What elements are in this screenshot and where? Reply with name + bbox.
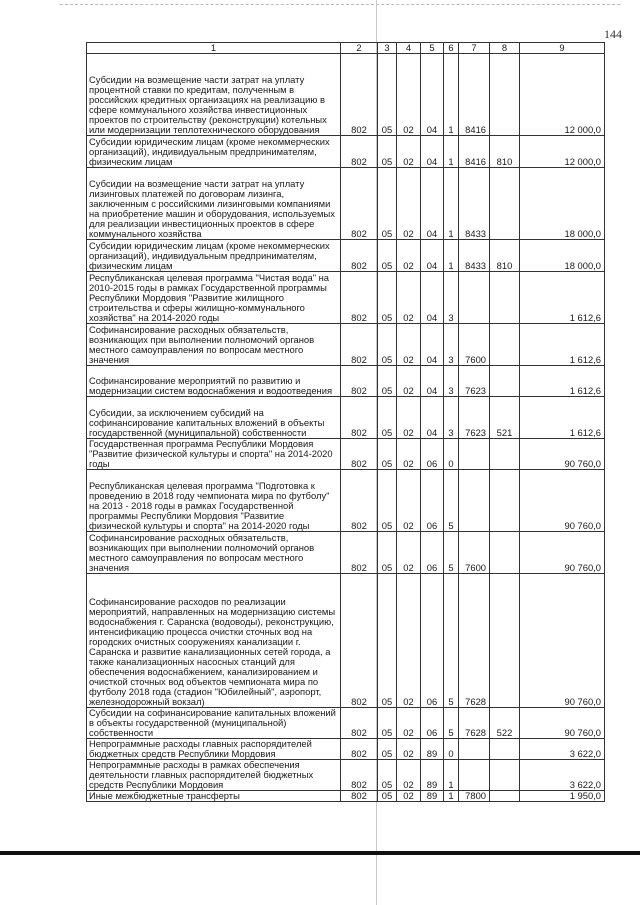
row-c4-cell: 02	[397, 791, 421, 802]
row-c8-cell	[490, 760, 520, 791]
table-row	[87, 574, 605, 708]
table-row	[87, 708, 605, 739]
row-c6-cell: 1	[444, 760, 459, 791]
row-c8-cell	[490, 470, 520, 532]
row-c6-cell: 5	[444, 574, 459, 708]
row-name-cell: Софинансирование мероприятий по развитию и модернизации систем водоснабжения и водоотведения	[87, 366, 341, 397]
row-c8-cell	[490, 439, 520, 470]
row-c3-cell: 05	[378, 708, 397, 739]
row-c9-cell: 90 760,0	[520, 532, 605, 574]
row-name-cell: Непрограммные расходы в рамках обеспечения деятельности главных распорядителей бюджетных средств Республики Мордовия	[87, 760, 341, 791]
row-name-cell: Субсидии юридическим лицам (кроме некоммерческих организаций), индивидуальным предпринимателям, физическим лицам	[87, 136, 341, 168]
row-c5-cell: 06	[421, 439, 444, 470]
row-c9-cell: 90 760,0	[520, 574, 605, 708]
row-c7-cell: 7628	[459, 708, 490, 739]
row-c5-cell: 89	[421, 739, 444, 760]
row-c6-cell: 1	[444, 791, 459, 802]
row-c8-cell	[490, 168, 520, 240]
header-cell: 2	[341, 43, 378, 54]
row-c6-cell: 5	[444, 470, 459, 532]
row-c3-cell: 05	[378, 240, 397, 272]
row-c4-cell: 02	[397, 240, 421, 272]
row-c3-cell: 05	[378, 791, 397, 802]
row-name-cell: Субсидии, за исключением субсидий на софинансирование капитальных вложений в объекты государственной (муниципальной) собственности	[87, 397, 341, 439]
row-c4-cell: 02	[397, 532, 421, 574]
row-c5-cell: 06	[421, 574, 444, 708]
row-c3-cell: 05	[378, 136, 397, 168]
page-number: 144	[604, 27, 622, 41]
row-c2-cell: 802	[341, 397, 378, 439]
row-c2-cell: 802	[341, 574, 378, 708]
row-c6-cell: 3	[444, 397, 459, 439]
row-c5-cell: 04	[421, 324, 444, 366]
row-c9-cell: 90 760,0	[520, 439, 605, 470]
row-c6-cell: 0	[444, 439, 459, 470]
row-c4-cell: 02	[397, 272, 421, 324]
row-c9-cell: 1 612,6	[520, 366, 605, 397]
row-c7-cell: 7800	[459, 791, 490, 802]
header-cell: 1	[87, 43, 341, 54]
row-c7-cell: 7600	[459, 532, 490, 574]
row-c2-cell: 802	[341, 324, 378, 366]
scan-bottom-bar	[0, 851, 640, 855]
row-name-cell: Софинансирование расходных обязательств, возникающих при выполнении полномочий органов местного самоуправления по вопросам местного значения	[87, 532, 341, 574]
row-c2-cell: 802	[341, 54, 378, 136]
row-c4-cell: 02	[397, 366, 421, 397]
budget-table	[86, 42, 605, 802]
row-c2-cell: 802	[341, 272, 378, 324]
row-c4-cell: 02	[397, 760, 421, 791]
row-c6-cell: 1	[444, 136, 459, 168]
row-c7-cell	[459, 739, 490, 760]
row-c9-cell: 1 612,6	[520, 272, 605, 324]
row-c2-cell: 802	[341, 532, 378, 574]
row-c8-cell	[490, 791, 520, 802]
row-c5-cell: 89	[421, 791, 444, 802]
table-row	[87, 439, 605, 470]
row-c7-cell: 8433	[459, 240, 490, 272]
row-c8-cell	[490, 272, 520, 324]
row-name-cell: Иные межбюджетные трансферты	[87, 791, 341, 802]
row-c4-cell: 02	[397, 54, 421, 136]
header-cell: 9	[520, 43, 605, 54]
row-c5-cell: 04	[421, 54, 444, 136]
row-name-cell: Софинансирование расходных обязательств, возникающих при выполнении полномочий органов местного самоуправления по вопросам местного значения	[87, 324, 341, 366]
table-row	[87, 397, 605, 439]
row-c8-cell	[490, 54, 520, 136]
row-c9-cell: 1 612,6	[520, 324, 605, 366]
row-c3-cell: 05	[378, 574, 397, 708]
row-c2-cell: 802	[341, 439, 378, 470]
row-c8-cell: 810	[490, 136, 520, 168]
row-c6-cell: 3	[444, 272, 459, 324]
header-cell: 5	[421, 43, 444, 54]
header-cell: 7	[459, 43, 490, 54]
row-c7-cell	[459, 439, 490, 470]
row-c3-cell: 05	[378, 366, 397, 397]
row-c5-cell: 04	[421, 136, 444, 168]
row-c9-cell: 3 622,0	[520, 739, 605, 760]
row-name-cell: Непрограммные расходы главных распорядителей бюджетных средств Республики Мордовия	[87, 739, 341, 760]
row-name-cell: Субсидии на возмещение части затрат на уплату лизинговых платежей по договорам лизинга, заключенным с российскими лизинговыми компаниями на приобретение машин и оборудования, используемых для реализации инвестиционных проектов в сфере коммунального хозяйства	[87, 168, 341, 240]
header-cell: 3	[378, 43, 397, 54]
row-c3-cell: 05	[378, 532, 397, 574]
row-c8-cell: 521	[490, 397, 520, 439]
row-c8-cell	[490, 739, 520, 760]
row-c4-cell: 02	[397, 470, 421, 532]
row-c5-cell: 04	[421, 240, 444, 272]
row-c9-cell: 1 612,6	[520, 397, 605, 439]
row-name-cell: Субсидии юридическим лицам (кроме некоммерческих организаций), индивидуальным предпринимателям, физическим лицам	[87, 240, 341, 272]
row-c7-cell: 7623	[459, 366, 490, 397]
row-c3-cell: 05	[378, 739, 397, 760]
row-c4-cell: 02	[397, 574, 421, 708]
table-row	[87, 532, 605, 574]
row-c6-cell: 3	[444, 366, 459, 397]
row-c5-cell: 04	[421, 272, 444, 324]
row-c9-cell: 18 000,0	[520, 168, 605, 240]
row-c5-cell: 06	[421, 532, 444, 574]
row-c7-cell: 8416	[459, 54, 490, 136]
table-row	[87, 470, 605, 532]
table-row	[87, 366, 605, 397]
table-row	[87, 136, 605, 168]
row-c2-cell: 802	[341, 791, 378, 802]
row-c3-cell: 05	[378, 272, 397, 324]
row-c6-cell: 1	[444, 168, 459, 240]
table-row	[87, 791, 605, 802]
table-body	[87, 54, 605, 802]
row-c4-cell: 02	[397, 168, 421, 240]
row-c9-cell: 12 000,0	[520, 136, 605, 168]
row-c4-cell: 02	[397, 439, 421, 470]
row-name-cell: Софинансирование расходов по реализации мероприятий, направленных на модернизацию системы водоснабжения г. Саранска (водоводы), реконструкцию, интенсификацию процесса очистки сточных вод на городских очистных сооружениях канализации г. Саранска и развитие канализационных сетей города, а также канализационных насосных станций для обеспечения водоснабжением, канализированием и очисткой сточных вод объектов чемпионата мира по футболу 2018 года (стадион "Юбилейный", аэропорт, железнодорожный вокзал)	[87, 574, 341, 708]
table-row	[87, 54, 605, 136]
row-c9-cell: 90 760,0	[520, 708, 605, 739]
row-c8-cell: 810	[490, 240, 520, 272]
row-c7-cell: 7623	[459, 397, 490, 439]
row-c4-cell: 02	[397, 708, 421, 739]
row-name-cell: Субсидии на софинансирование капитальных вложений в объекты государственной (муниципальной) собственности	[87, 708, 341, 739]
row-c8-cell	[490, 574, 520, 708]
row-c6-cell: 3	[444, 324, 459, 366]
row-c7-cell: 8433	[459, 168, 490, 240]
row-c7-cell: 8416	[459, 136, 490, 168]
row-c9-cell: 1 950,0	[520, 791, 605, 802]
row-c2-cell: 802	[341, 760, 378, 791]
row-c5-cell: 06	[421, 708, 444, 739]
row-name-cell: Республиканская целевая программа "Чистая вода" на 2010-2015 годы в рамках Государственной программы Республики Мордовия "Развитие жилищного строительства и сферы жилищно-коммунального хозяйства" на 2014-2020 годы	[87, 272, 341, 324]
row-name-cell: Субсидии на возмещение части затрат на уплату процентной ставки по кредитам, полученным в российских кредитных организациях на реализацию в сфере коммунального хозяйства инвестиционных проектов по строительству (реконструкции) котельных или модернизации теплотехнического оборудования	[87, 54, 341, 136]
row-c4-cell: 02	[397, 136, 421, 168]
row-c2-cell: 802	[341, 168, 378, 240]
row-c2-cell: 802	[341, 136, 378, 168]
row-c7-cell	[459, 272, 490, 324]
row-name-cell: Республиканская целевая программа "Подготовка к проведению в 2018 году чемпионата мира по футболу" на 2013 - 2018 годы в рамках Государственной программы Республики Мордовия "Развитие физической культуры и спорта" на 2014-2020 годы	[87, 470, 341, 532]
row-c5-cell: 06	[421, 470, 444, 532]
row-c3-cell: 05	[378, 439, 397, 470]
row-c4-cell: 02	[397, 739, 421, 760]
row-c9-cell: 12 000,0	[520, 54, 605, 136]
row-c3-cell: 05	[378, 168, 397, 240]
row-c6-cell: 0	[444, 739, 459, 760]
row-c8-cell	[490, 532, 520, 574]
table-row	[87, 240, 605, 272]
row-c5-cell: 04	[421, 366, 444, 397]
row-c2-cell: 802	[341, 470, 378, 532]
table-row	[87, 168, 605, 240]
row-c8-cell: 522	[490, 708, 520, 739]
row-c3-cell: 05	[378, 760, 397, 791]
row-c6-cell: 5	[444, 708, 459, 739]
row-c7-cell	[459, 760, 490, 791]
row-c9-cell: 3 622,0	[520, 760, 605, 791]
table-row	[87, 739, 605, 760]
row-c6-cell: 1	[444, 240, 459, 272]
row-c2-cell: 802	[341, 366, 378, 397]
header-cell: 8	[490, 43, 520, 54]
row-c5-cell: 04	[421, 397, 444, 439]
row-c8-cell	[490, 324, 520, 366]
row-name-cell: Государственная программа Республики Мордовия "Развитие физической культуры и спорта" на 2014-2020 годы	[87, 439, 341, 470]
header-cell: 4	[397, 43, 421, 54]
row-c7-cell	[459, 470, 490, 532]
page-top-edge	[60, 4, 620, 5]
row-c5-cell: 89	[421, 760, 444, 791]
row-c3-cell: 05	[378, 470, 397, 532]
row-c2-cell: 802	[341, 708, 378, 739]
row-c3-cell: 05	[378, 397, 397, 439]
row-c2-cell: 802	[341, 739, 378, 760]
row-c6-cell: 5	[444, 532, 459, 574]
row-c5-cell: 04	[421, 168, 444, 240]
row-c6-cell: 1	[444, 54, 459, 136]
row-c2-cell: 802	[341, 240, 378, 272]
table-row	[87, 272, 605, 324]
table-row	[87, 324, 605, 366]
table-header-row	[87, 43, 605, 54]
header-cell: 6	[444, 43, 459, 54]
row-c4-cell: 02	[397, 324, 421, 366]
row-c7-cell: 7628	[459, 574, 490, 708]
row-c9-cell: 90 760,0	[520, 470, 605, 532]
row-c3-cell: 05	[378, 324, 397, 366]
row-c3-cell: 05	[378, 54, 397, 136]
row-c7-cell: 7600	[459, 324, 490, 366]
row-c4-cell: 02	[397, 397, 421, 439]
table-row	[87, 760, 605, 791]
row-c8-cell	[490, 366, 520, 397]
row-c9-cell: 18 000,0	[520, 240, 605, 272]
